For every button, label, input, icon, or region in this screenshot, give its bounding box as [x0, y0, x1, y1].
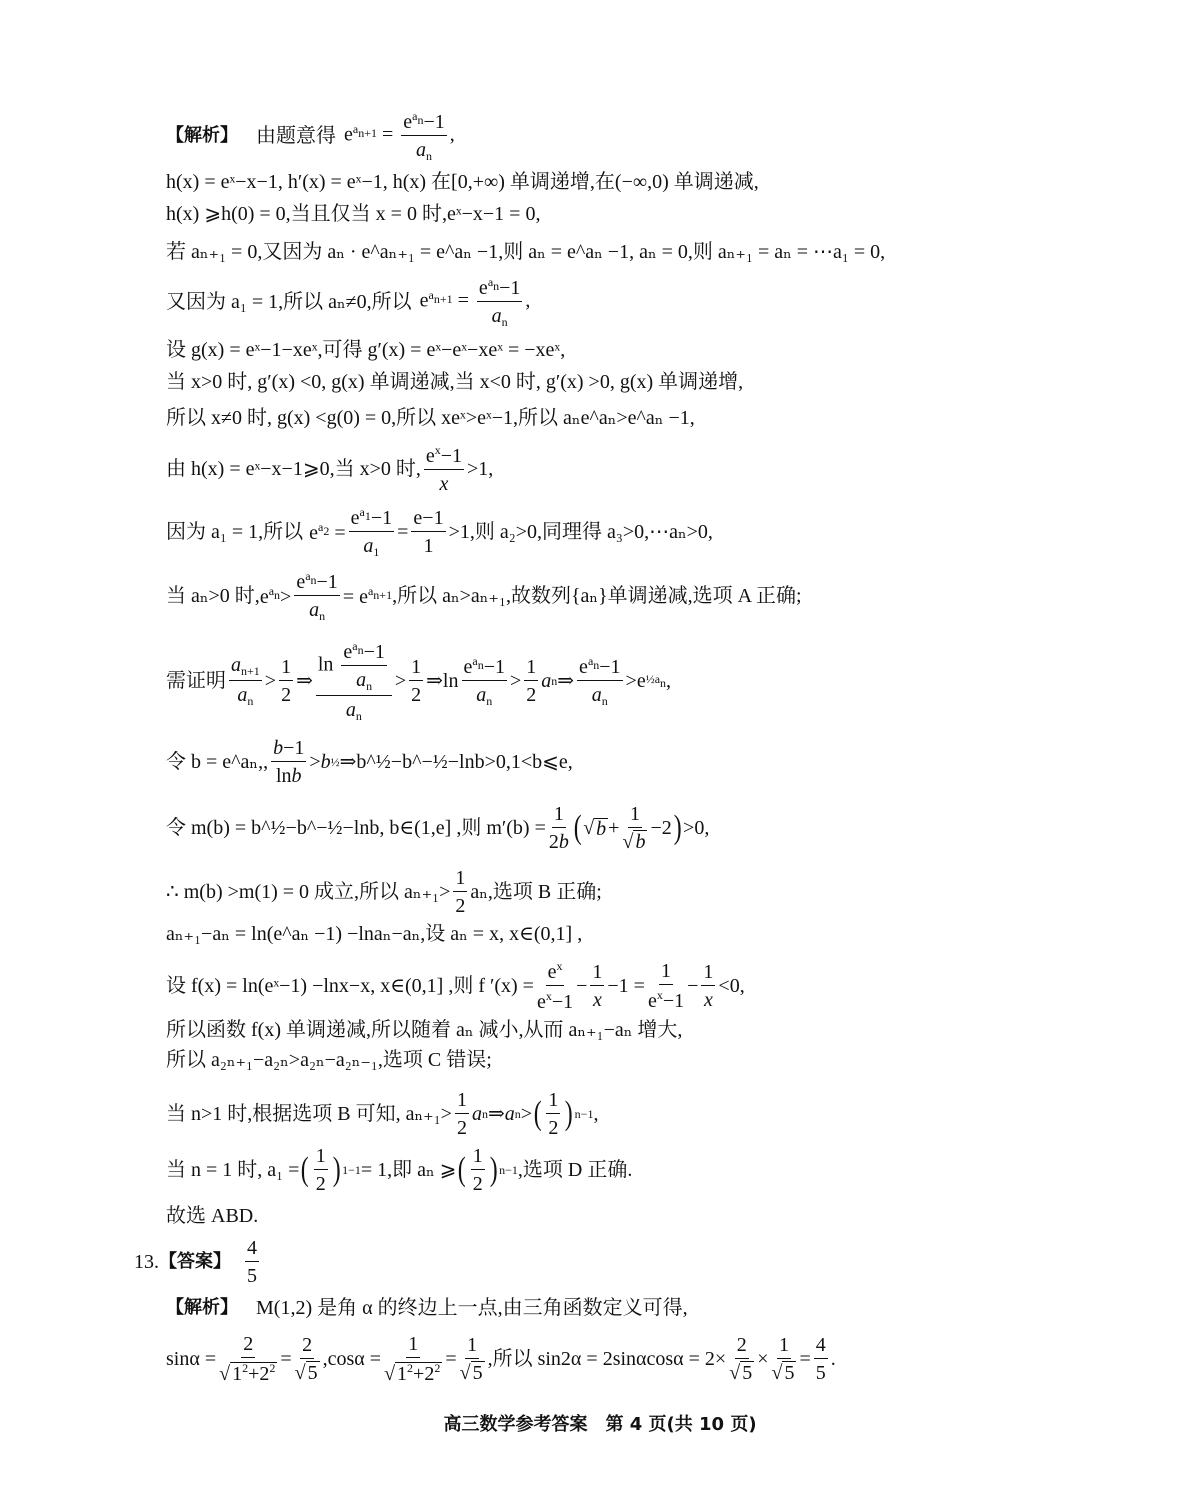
- line21-text-a: 当 n = 1 时, a₁ =: [166, 1159, 300, 1181]
- answer-fraction: 4 5: [247, 1237, 257, 1287]
- question-number: 13.: [134, 1251, 159, 1273]
- line20-text-a: 当 n>1 时,根据选项 B 可知, aₙ₊₁>: [166, 1103, 452, 1125]
- q13-line2-text-b: ,cosα =: [322, 1348, 382, 1370]
- line10-text-a: 因为 a₁ = 1,所以: [166, 521, 304, 543]
- q13-line2-text-d: .: [830, 1348, 836, 1370]
- q12-line8: 所以 x≠0 时, g(x) <g(0) = 0,所以 xeˣ>eˣ−1,所以 aₙe^aₙ>e^aₙ −1,: [166, 407, 695, 429]
- q12-line20: 当 n>1 时,根据选项 B 可知, aₙ₊₁> 1 2 a n ⇒ a n > ( 1 2 ) n−1 ,: [166, 1089, 599, 1139]
- analysis-label: 【解析】: [166, 1297, 238, 1318]
- q12-line6: 设 g(x) = eˣ−1−xeˣ,可得 g′(x) = eˣ−eˣ−xeˣ = −xeˣ,: [166, 339, 566, 361]
- analysis-label: 【解析】: [166, 125, 238, 146]
- q12-line19: 所以 a₂ₙ₊₁−a₂ₙ>a₂ₙ−a₂ₙ₋₁,选项 C 错误;: [166, 1049, 492, 1071]
- q12-line17: 设 f(x) = ln(eˣ−1) −lnx−x, x∈(0,1] ,则 f ′(x) = $\frac{e^x}{e^x-1}$ − 1 x −1 = 1 $e^x-1$ − 1 x <0,: [166, 959, 745, 1013]
- line15-text-b: aₙ,选项 B 正确;: [470, 881, 602, 903]
- q12-line16: aₙ₊₁−aₙ = ln(e^aₙ −1) −lnaₙ−aₙ,设 aₙ = x, x∈(0,1] ,: [166, 923, 583, 945]
- line9-text: 由 h(x) = eˣ−x−1⩾0,当 x>0 时,: [166, 458, 421, 480]
- line20-text-b: ,: [593, 1103, 599, 1125]
- formula: $e^{a_{n+1}}$ = $e^{a_n}-1$ $a_n$ ,: [419, 275, 531, 329]
- q12-line10: 因为 a₁ = 1,所以 $e^{a_2}$ = $\frac{e^{a_1}-1}{a_1}$ = $\frac{e-1}{1}$ >1,则 a₂>0,同理得 a₃>0,⋯aₙ>0,: [166, 505, 713, 559]
- line21-text-c: ,选项 D 正确.: [517, 1159, 633, 1181]
- q12-analysis-line1: [166, 110, 455, 162]
- line13-text-b: ⇒b^½−b^−½−lnb>0,1<b⩽e,: [339, 751, 573, 773]
- q12-line15: ∴ m(b) >m(1) = 0 成立,所以 aₙ₊₁> 1 2 aₙ,选项 B 正确;: [166, 867, 602, 917]
- formula: $e^{a_{n+1}}$ = $e^{a_n}-1$ $a_n$ ,: [344, 109, 455, 163]
- q12-line4: 若 aₙ₊₁ = 0,又因为 aₙ · e^aₙ₊₁ = e^aₙ −1,则 aₙ = e^aₙ −1, aₙ = 0,则 aₙ₊₁ = aₙ = ⋯a₁ = 0,: [166, 241, 886, 263]
- q12-line11: 当 aₙ>0 时, $e^{a_n}>$ $e^{a_n}-1$ $a_n$ = $e^{a_{n+1}}$ ,所以 aₙ>aₙ₊₁,故数列{aₙ}单调递减,选项 A 正确;: [166, 569, 802, 623]
- q13-analysis-line1: [166, 1298, 688, 1318]
- line11-text-b: ,所以 aₙ>aₙ₊₁,故数列{aₙ}单调递减,选项 A 正确;: [392, 585, 802, 607]
- q12-line22: 故选 ABD.: [166, 1205, 259, 1227]
- line11-text-a: 当 aₙ>0 时,: [166, 585, 260, 607]
- q12-line3: h(x) ⩾h(0) = 0,当且仅当 x = 0 时,eˣ−x−1 = 0,: [166, 203, 541, 225]
- line10-text-b: >1,则 a₂>0,同理得 a₃>0,⋯aₙ>0,: [448, 521, 713, 543]
- q12-line5: [166, 276, 530, 328]
- q12-line14: 令 m(b) = b^½−b^−½−lnb, b∈(1,e] ,则 m′(b) = $\frac{1}{2b}$ ( √ b + 1 √ b −2 ) >0,: [166, 803, 710, 853]
- q13-line2: sinα = $\frac{2}{√ 1^2+2^2}$ = 2 √ 5 ,cosα = $\frac{1}{√ 1^2+2^2}$ = 1 √ 5 ,所以 sin2α = 2sinαcosα = 2× $\frac{2}{√ 5}$ × 1 √ 5 = 4 5 .: [166, 1333, 836, 1385]
- line15-text-a: ∴ m(b) >m(1) = 0 成立,所以 aₙ₊₁>: [166, 881, 451, 903]
- intro-text: 由题意得: [256, 125, 336, 147]
- q12-line2: h(x) = eˣ−x−1, h′(x) = eˣ−1, h(x) 在[0,+∞) 单调递增,在(−∞,0) 单调递减,: [166, 171, 759, 193]
- q13-line1-text: M(1,2) 是角 α 的终边上一点,由三角函数定义可得,: [256, 1297, 688, 1319]
- line14-text: 令 m(b) = b^½−b^−½−lnb, b∈(1,e] ,则 m′(b) =: [166, 817, 546, 839]
- q12-line12: 需证明 $a_{n+1}$ $a_n$ > 1 2 ⇒ ln $e^{a_n}-1$ $a_n$ $a_n$ > 1 2 ⇒ln $e^{a_n}-1$ $a_n$ > 1 2 a n ⇒ $e^{a_n}-1$ $a_n$ >e $\frac{1}{2}a_n$ ,: [166, 639, 672, 723]
- q13-answer-line: [134, 1238, 262, 1286]
- q13-line2-text-c: ,所以 sin2α = 2sinαcosα = 2×: [487, 1348, 727, 1370]
- q12-line13: 令 b = e^aₙ, , b−1 lnb > b ½ ⇒b^½−b^−½−lnb>0,1<b⩽e,: [166, 737, 573, 787]
- line14-text-b: >0,: [683, 817, 710, 839]
- line5-text: 又因为 a₁ = 1,所以 aₙ≠0,所以: [166, 291, 412, 313]
- line17-text-b: <0,: [718, 975, 745, 997]
- line21-text-b: = 1,即 aₙ ⩾: [360, 1159, 457, 1181]
- line12-text: 需证明: [166, 670, 226, 692]
- page-footer: 高三数学参考答案 第 4 页(共 10 页): [443, 1414, 757, 1435]
- q12-line21: 当 n = 1 时, a₁ = ( 1 2 ) 1−1 = 1,即 aₙ ⩾ ( 1 2 ) n−1 ,选项 D 正确.: [166, 1145, 633, 1195]
- fraction: $e^x-1$ x: [425, 443, 463, 495]
- q12-line18: 所以函数 f(x) 单调递减,所以随着 aₙ 减小,从而 aₙ₊₁−aₙ 增大,: [166, 1019, 683, 1041]
- q13-line2-text-a: sinα =: [166, 1348, 217, 1370]
- line17-text-a: 设 f(x) = ln(eˣ−1) −lnx−x, x∈(0,1] ,则 f ′(x) =: [166, 975, 534, 997]
- answer-label: 【答案】: [159, 1251, 231, 1272]
- line13-text: 令 b = e^aₙ,: [166, 751, 264, 773]
- q12-line7: 当 x>0 时, g′(x) <0, g(x) 单调递减,当 x<0 时, g′(x) >0, g(x) 单调递增,: [166, 371, 744, 393]
- q12-line9: 由 h(x) = eˣ−x−1⩾0,当 x>0 时, $e^x-1$ x >1,: [166, 443, 494, 495]
